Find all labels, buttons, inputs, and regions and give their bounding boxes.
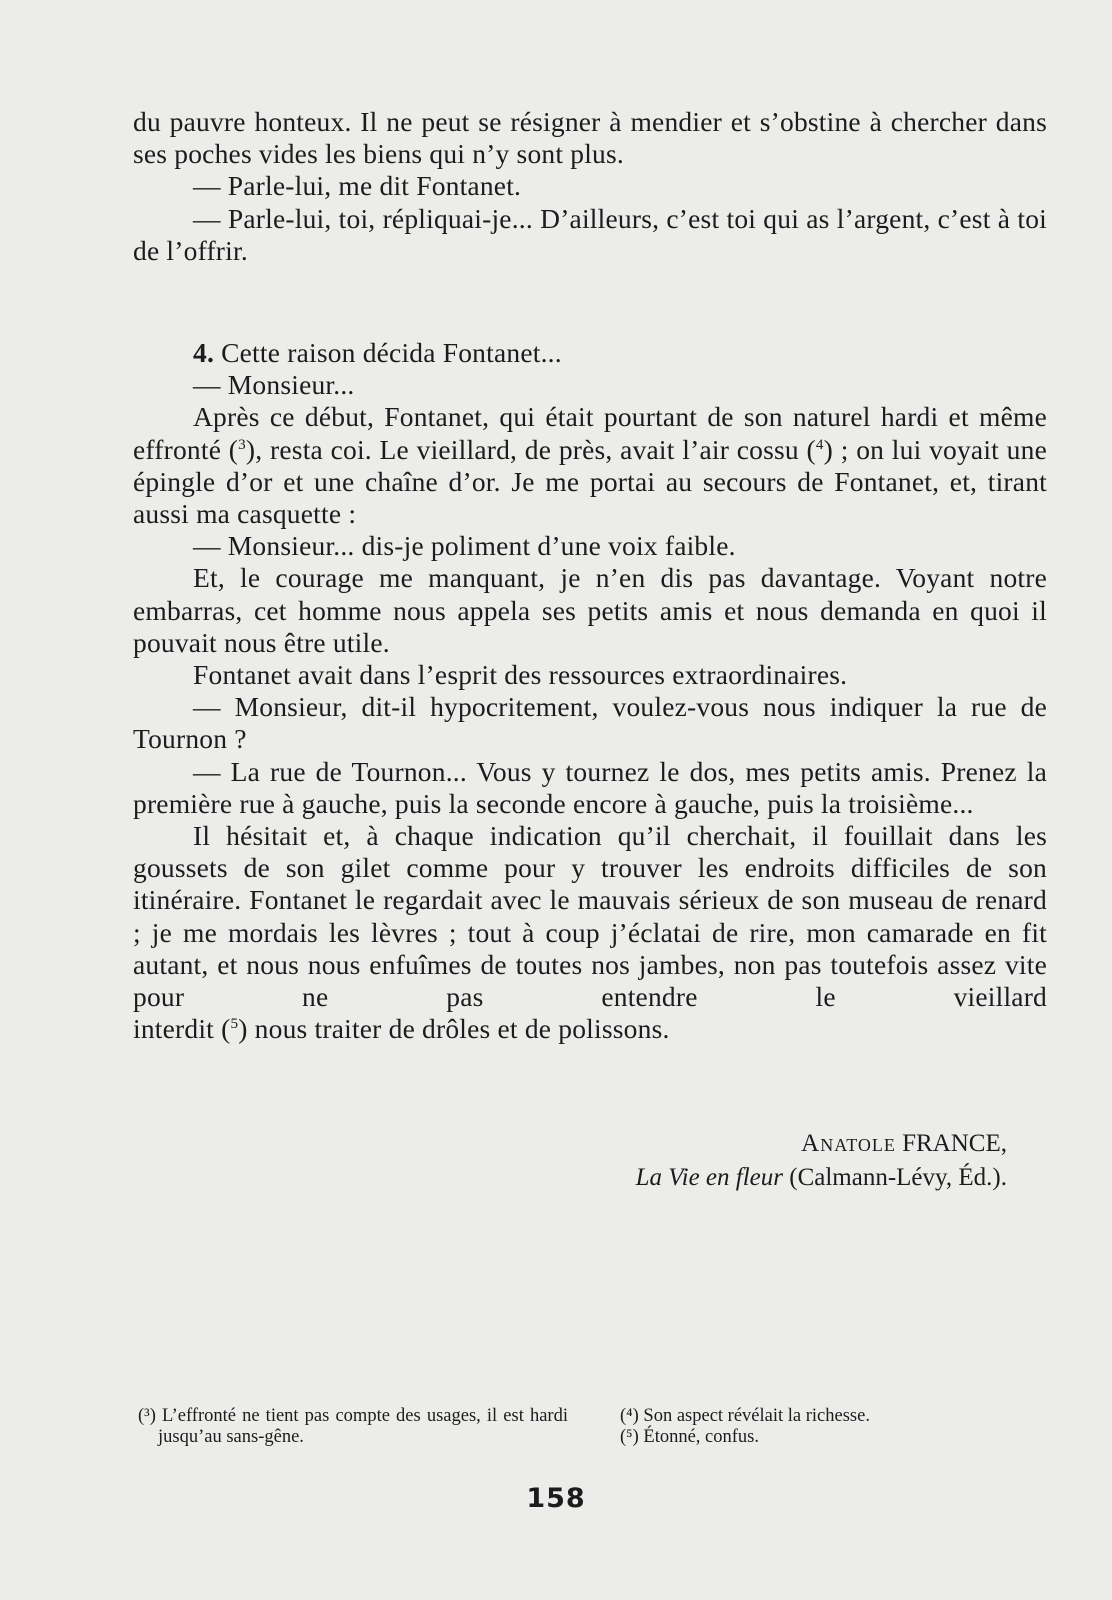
footnote-3 xyxy=(138,1406,568,1448)
work-line xyxy=(636,1161,1007,1195)
footnote-5 xyxy=(620,1427,1020,1448)
footnote-ref: 5 xyxy=(230,1016,239,1033)
paragraph xyxy=(133,401,1047,530)
paragraph: — Parle-lui, toi, répliquai-je... D’ailleurs, c’est toi qui as l’argent, c’est à toi de l’offrir. xyxy=(133,202,1047,266)
footnote-mark: (³) xyxy=(138,1406,156,1426)
footnote-ref: 4 xyxy=(815,436,824,453)
footnote-mark: (⁴) xyxy=(620,1406,639,1426)
publisher: (Calmann-Lévy, Éd.). xyxy=(783,1164,1007,1191)
section-4 xyxy=(133,337,1047,1045)
footnote-text: Son aspect révélait la richesse. xyxy=(638,1406,870,1426)
paragraph: — Monsieur, dit-il hypocritement, voulez-vous nous indiquer la rue de Tournon ? xyxy=(133,691,1047,755)
section-heading-paragraph xyxy=(133,337,1047,369)
attribution xyxy=(636,1127,1007,1195)
footnotes-left-column xyxy=(138,1406,568,1448)
paragraph: Et, le courage me manquant, je n’en dis pas davantage. Voyant notre embarras, cet homme nous appela ses petits amis et nous demanda en quoi il pouvait nous être utile. xyxy=(133,562,1047,658)
paragraph: — Parle-lui, me dit Fontanet. xyxy=(193,170,522,202)
author-line xyxy=(636,1127,1007,1161)
paragraph: Il hésitait et, à chaque indication qu’il cherchait, il fouillait dans les goussets de son gilet comme pour y trouver les endroits difficiles de son itinéraire. Fontanet le regardait avec le mauvais sérieux de son museau de renard ; je me mordais les lèvres ; tout à coup j’éclatai de rire, mon camarade en fit autant, et nous nous enfuîmes de toutes nos jambes, non pas toutefois assez vite pour ne pas entendre le vieillard xyxy=(133,820,1047,1013)
text-run: ) nous traiter de drôles et de polissons. xyxy=(238,1013,670,1045)
footnote-mark: (⁵) xyxy=(620,1427,639,1447)
footnote-text: Étonné, confus. xyxy=(638,1427,760,1447)
page-number: 158 xyxy=(526,1483,586,1514)
paragraph: Fontanet avait dans l’esprit des ressources extraordinaires. xyxy=(193,659,848,691)
top-text-block xyxy=(133,106,1047,267)
text-run: ), resta coi. Le vieillard, de près, avait l’air cossu ( xyxy=(245,433,816,465)
paragraph xyxy=(133,1013,1047,1045)
text-run: ) ; on lui voyait une épingle d’or et une chaîne d’or. Je me portai au secours de Fontanet, et, tirant aussi ma casquette : xyxy=(133,433,1047,530)
paragraph: du pauvre honteux. Il ne peut se résigner à mendier et s’obstine à chercher dans ses poches vides les biens qui n’y sont plus. xyxy=(133,106,1047,170)
text-run: Après ce début, Fontanet, qui était pourtant de son naturel hardi et même effronté ( xyxy=(133,401,1047,465)
paragraph: — Monsieur... dis-je poliment d’une voix faible. xyxy=(193,530,736,562)
work-title: La Vie en fleur xyxy=(635,1164,783,1191)
text-run: interdit ( xyxy=(133,1013,231,1045)
footnote-text: L’effronté ne tient pas compte des usages, il est hardi jusqu’au sans-gêne. xyxy=(155,1406,568,1447)
paragraph: — Monsieur... xyxy=(193,369,355,401)
paragraph: — La rue de Tournon... Vous y tournez le dos, mes petits amis. Prenez la première rue à gauche, puis la seconde encore à gauche, puis la troisième... xyxy=(133,755,1047,819)
author-last-name: FRANCE, xyxy=(895,1130,1007,1157)
author-first-name: Anatole xyxy=(801,1130,896,1157)
section-first-line: Cette raison décida Fontanet... xyxy=(214,337,562,368)
footnote-ref: 3 xyxy=(238,436,246,453)
footnote-4 xyxy=(620,1406,1020,1427)
section-number: 4. xyxy=(193,337,215,368)
footnotes-right-column xyxy=(620,1406,1020,1448)
